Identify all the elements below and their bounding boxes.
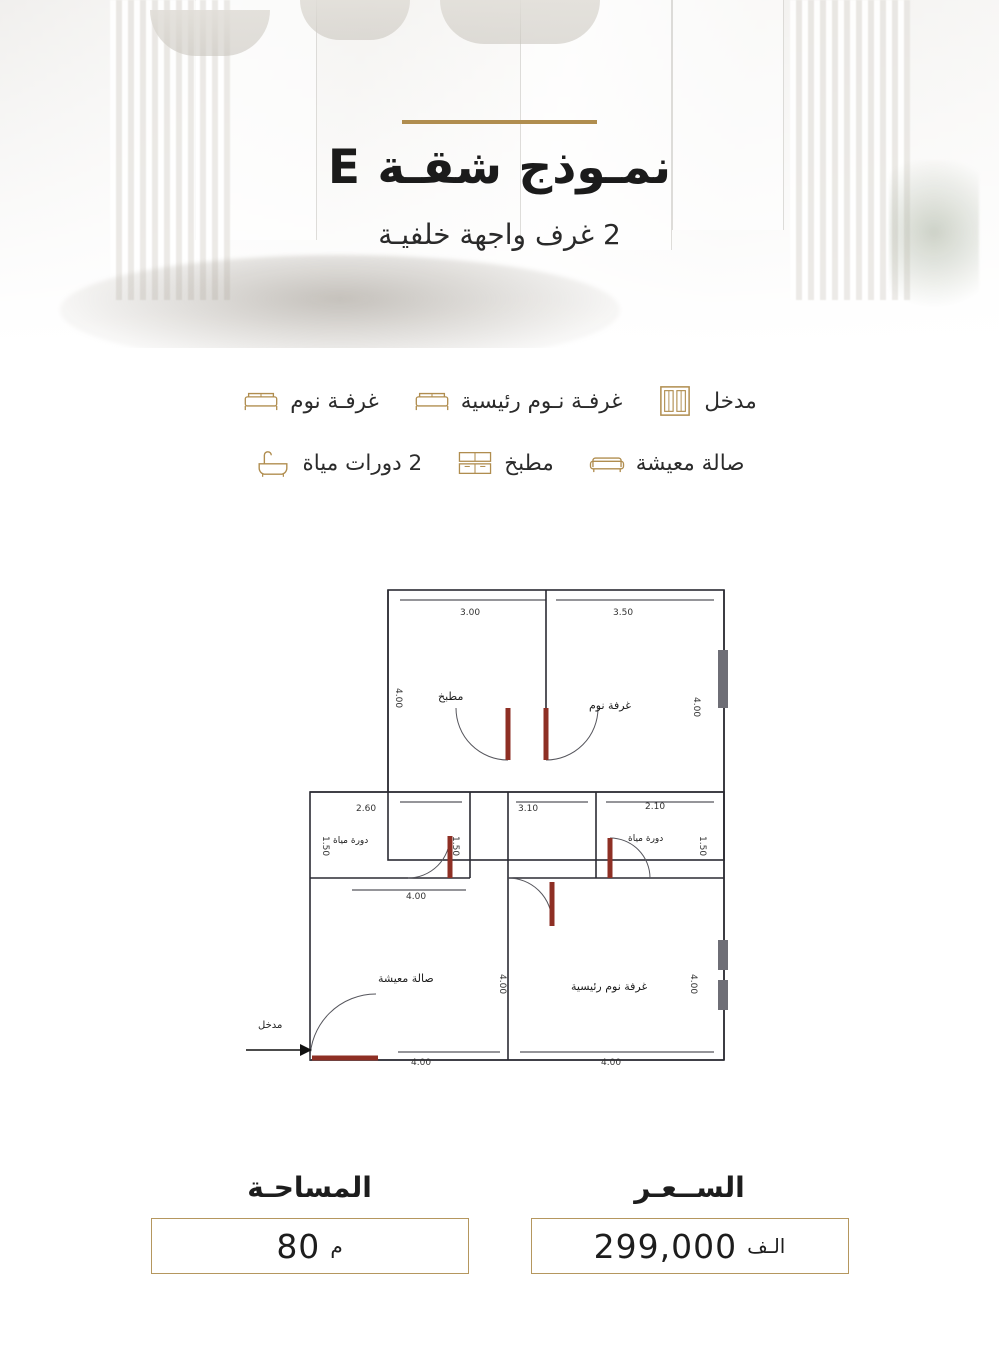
dimension-label: 3.00 (460, 608, 481, 618)
price-unit: الـف (747, 1234, 786, 1258)
title-block (0, 120, 999, 251)
price-card-title: الســعـر (634, 1171, 745, 1204)
dimension-label: 4.00 (497, 974, 507, 995)
bed-icon (242, 385, 280, 417)
feature-label: صالة معيشة (635, 450, 745, 476)
kitchen-icon (456, 447, 494, 479)
room-label: مطبخ (438, 690, 464, 703)
features-row-1 (0, 385, 999, 417)
feature-item (413, 385, 623, 417)
dimension-label: 4.00 (691, 697, 701, 718)
dimension-label: 3.10 (518, 804, 539, 814)
dimension-label: 1.50 (320, 836, 330, 857)
feature-label: 2 دورات مياة (302, 450, 423, 476)
feature-label: مطبخ (504, 450, 554, 476)
room-label: دورة مياة (628, 834, 664, 844)
area-card-title: المساحـة (247, 1171, 372, 1204)
feature-label: مدخل (704, 388, 757, 414)
room-label: غرفة نوم (589, 699, 632, 712)
page-subtitle: 2 غرف واجهة خلفيـة (378, 217, 621, 251)
sofa-icon (588, 447, 626, 479)
entrance-label: مدخل (258, 1020, 283, 1031)
pendant-lamp (440, 0, 600, 44)
feature-item (656, 385, 756, 417)
room-label: غرفة نوم رئيسية (571, 980, 648, 993)
dimension-label: 2.60 (356, 804, 377, 814)
feature-label: غرفـة نـوم رئيسية (460, 388, 623, 414)
dimension-label: 3.50 (613, 608, 634, 618)
entrance-arrow (246, 1044, 312, 1056)
page-title: نمـوذج شقـة E (327, 140, 672, 195)
dimension-label: 4.00 (393, 688, 403, 709)
floor-plan-svg (0, 560, 999, 1100)
door-icon (656, 385, 694, 417)
dimension-label: 2.10 (645, 802, 666, 812)
gold-divider (402, 120, 597, 124)
dimension-label: 4.00 (411, 1058, 432, 1068)
area-value: 80 (276, 1226, 321, 1266)
dimension-label: 4.00 (601, 1058, 622, 1068)
feature-item (254, 447, 422, 479)
area-card (151, 1171, 469, 1274)
features-row-2 (0, 447, 999, 479)
feature-item (456, 447, 554, 479)
room-label: دورة مياة (333, 836, 369, 846)
dimension-label: 4.00 (688, 974, 698, 995)
feature-item (588, 447, 745, 479)
price-card (531, 1171, 849, 1274)
dimension-label: 1.50 (450, 836, 460, 857)
bathtub-icon (254, 447, 292, 479)
dimension-label: 1.50 (697, 836, 707, 857)
feature-item (242, 385, 378, 417)
floor-plan (0, 560, 999, 1100)
price-value: 299,000 (593, 1226, 738, 1266)
area-card-box (151, 1218, 469, 1274)
feature-label: غرفـة نوم (290, 388, 379, 414)
features-list (0, 385, 999, 509)
bed-icon (413, 385, 451, 417)
dimension-label: 4.00 (406, 892, 427, 902)
room-label: صالة معيشة (378, 972, 434, 985)
price-card-box (531, 1218, 849, 1274)
summary-cards (0, 1171, 999, 1274)
area-unit: م (330, 1234, 343, 1258)
